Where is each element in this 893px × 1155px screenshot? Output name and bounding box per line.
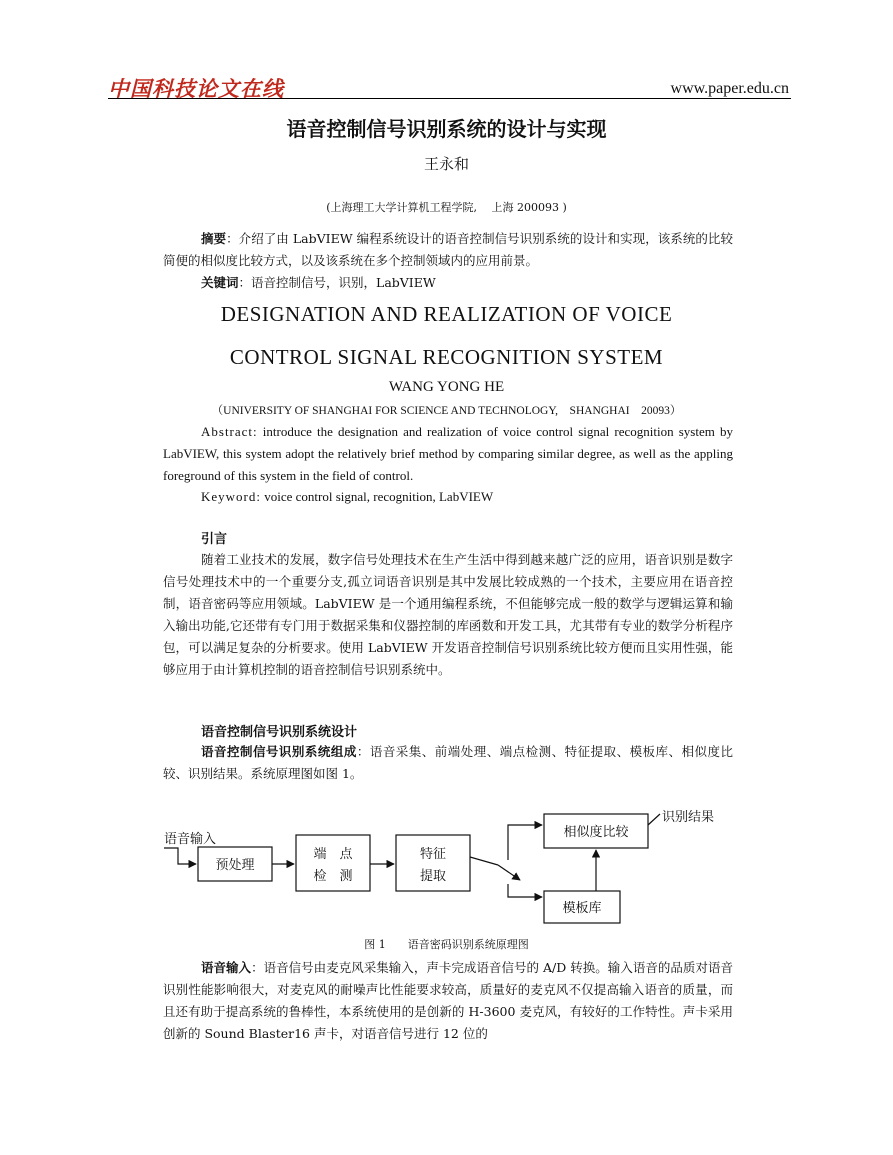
box-endpoint-line1: 端 点 [313, 847, 353, 862]
en-title-line1: DESIGNATION AND REALIZATION OF VOICE [220, 302, 673, 326]
arrow-output [648, 814, 660, 825]
box-feature-line1: 特征 [419, 847, 447, 862]
system-diagram [0, 800, 893, 930]
arrow-input [164, 848, 196, 864]
en-keyword-label: Keyword: [201, 489, 261, 504]
box-compare-label: 相似度比较 [563, 825, 629, 840]
switch-arrow [498, 865, 520, 880]
affiliation: (上海理工大学计算机工程学院, 上海 200093 ) [326, 201, 567, 214]
en-keyword-text: voice control signal, recognition, LabVIEW [261, 489, 494, 504]
journal-logo: 中国科技论文在线 [108, 77, 284, 101]
en-keywords [163, 486, 733, 508]
en-title-line2: CONTROL SIGNAL RECOGNITION SYSTEM [229, 345, 664, 369]
voice-input-label: 语音输入 [201, 960, 252, 975]
design-sub-text: ：语音采集、前端处理、端点检测、特征提取、模板库、相似度比较、识别结果。系统原理图如图 1。 [163, 744, 733, 781]
diagram-output-label: 识别结果 [662, 810, 715, 825]
design-sub-label: 语音控制信号识别系统组成 [201, 744, 357, 759]
cn-abstract-label: 摘要 [201, 231, 227, 246]
arrow-to-template [508, 884, 542, 897]
author-name: 王永和 [423, 155, 469, 173]
cn-keywords-text: ：语音控制信号，识别，LabVIEW [238, 275, 436, 290]
box-template-label: 模板库 [562, 901, 602, 916]
design-heading: 语音控制信号识别系统设计 [201, 725, 358, 740]
en-affiliation: （UNIVERSITY OF SHANGHAI FOR SCIENCE AND TECHNOLOGY, SHANGHAI 20093） [211, 405, 682, 417]
switch-line [470, 857, 498, 865]
box-preprocess-label: 预处理 [215, 858, 255, 873]
diagram-input-label: 语音输入 [164, 832, 217, 847]
cn-abstract [163, 228, 733, 272]
paper-title: 语音控制信号识别系统的设计与实现 [286, 117, 607, 141]
box-feature-line2: 提取 [419, 869, 447, 884]
intro-heading: 引言 [201, 532, 228, 547]
en-abstract-text: introduce the designation and realization of voice control signal recognition system by LabVIEW, this system adopt the relatively brief method by comparing similar degree, as well as the appling foreground of this system in the field of control. [163, 424, 733, 483]
arrow-to-compare [508, 825, 542, 860]
figure-caption: 图 1 语音密码识别系统原理图 [364, 938, 529, 951]
en-abstract-label: Abstract: [201, 424, 258, 439]
intro-text: 随着工业技术的发展，数字信号处理技术在生产生活中得到越来越广泛的应用，语音识别是数字信号处理技术中的一个重要分支,孤立词语音识别是其中发展比较成熟的一个技术，主要应用在语音控制，语音密码等应用领域。LabVIEW 是一个通用编程系统，不但能够完成一般的数学与逻辑运算和输入输出功能,它还带有专门用于数据采集和仪器控制的库函数和开发工具，尤其带有专业的数学分析程序包，可以满足复杂的分析要求。使用 LabVIEW 开发语音控制信号识别系统比较方便而且实用性强，能够应用于由计算机控制的语音控制信号识别系统中。 [163, 552, 733, 677]
voice-input-paragraph [163, 957, 733, 1045]
cn-keywords-label: 关键词 [201, 275, 239, 290]
voice-input-text: ：语音信号由麦克风采集输入，声卡完成语音信号的 A/D 转换。输入语音的品质对语音识别性能影响很大，对麦克风的耐噪声比性能要求较高，质量好的麦克风不仅提高输入语音的质量，而且还有助于提高系统的鲁棒性，本系统使用的是创新的 H-3600 麦克风，有较好的工作特性。声卡采用创新的 Sound Blaster16 声卡，对语音信号进行 12 位的 [163, 960, 733, 1041]
site-url[interactable]: www.paper.edu.cn [670, 80, 789, 97]
en-author: WANG YONG HE [388, 379, 505, 395]
header-rule [108, 98, 791, 99]
design-composition [163, 741, 733, 785]
cn-keywords [163, 272, 733, 294]
box-endpoint-line2: 检 测 [313, 869, 353, 884]
cn-abstract-text: ：介绍了由 LabVIEW 编程系统设计的语音控制信号识别系统的设计和实现，该系统的比较简便的相似度比较方式，以及该系统在多个控制领域内的应用前景。 [163, 231, 733, 268]
en-abstract [163, 421, 733, 487]
